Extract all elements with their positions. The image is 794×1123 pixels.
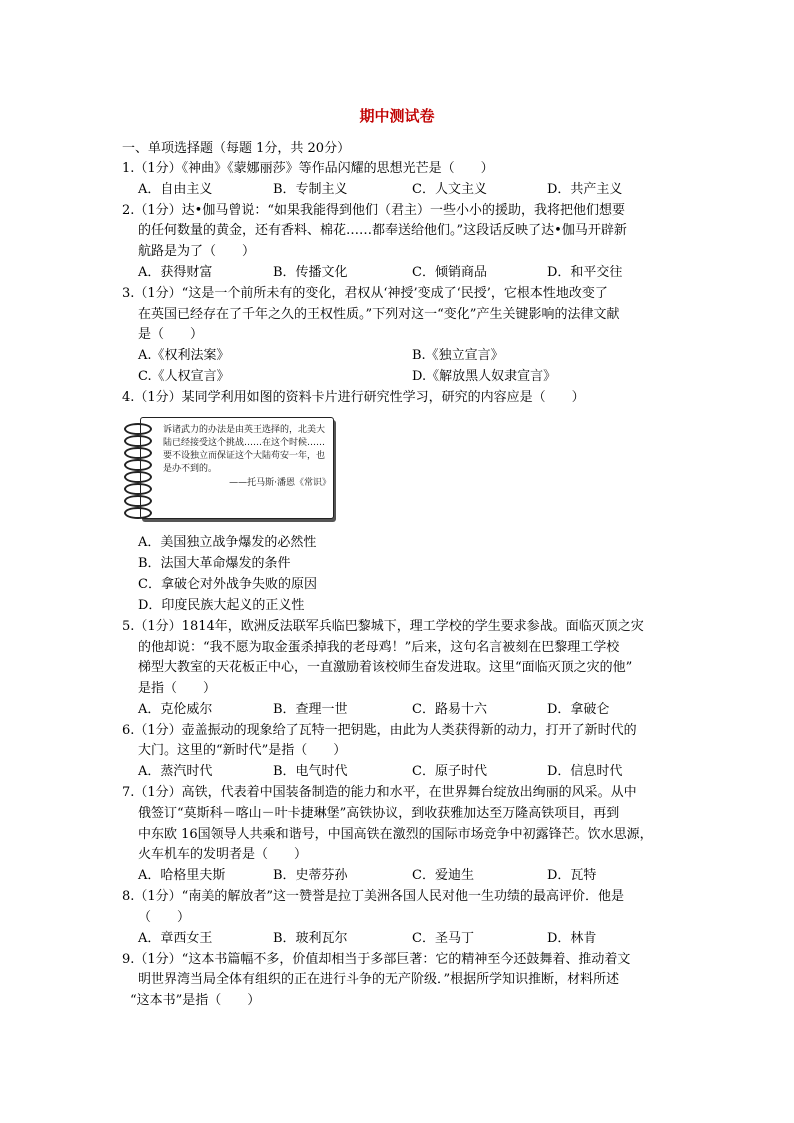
q3-option-c: C.《人权宣言》 (138, 369, 230, 384)
binder-ring-icon (124, 471, 152, 483)
q1-option-c: C．人文主义 (412, 182, 487, 197)
q1-option-a: A．自由主义 (138, 182, 213, 197)
resource-card-quote: 诉诸武力的办法是由英王选择的，北美大陆已经接受这个挑战……在这个时候……要不设独立而保证这个大陆苟安一年，也是办不到的。 (163, 425, 326, 474)
question-9-stem-line2: 明世界湾当局全体有组织的正在进行斗争的无产阶级．”根据所学知识推断，材料所述 (138, 972, 620, 987)
question-5-stem-line2: 的他却说：“我不愿为取金蛋杀掉我的老母鸡！”后来，这句名言被刻在巴黎理工学校 (138, 640, 620, 655)
binder-ring-icon (124, 435, 152, 447)
q5-option-d: D．拿破仑 (547, 702, 610, 717)
binder-ring-icon (124, 447, 152, 459)
binder-ring-icon (124, 507, 152, 519)
resource-card-text (163, 424, 331, 490)
section-heading: 一、单项选择题（每题 1分，共 20分） (122, 141, 351, 156)
q7-option-b: B．史蒂芬孙 (273, 868, 348, 883)
question-7-stem-line4: 火车机车的发明者是（ ） (138, 847, 308, 862)
question-9-stem-line3: “这本书”是指（ ） (130, 993, 261, 1008)
question-1-stem: 1.（1分）《神曲》《蒙娜丽莎》等作品闪耀的思想光芒是（ ） (122, 161, 494, 176)
q6-option-b: B．电气时代 (273, 764, 348, 779)
q8-option-a: A．章西女王 (138, 931, 213, 946)
q8-option-b: B．玻利瓦尔 (273, 931, 348, 946)
q5-option-b: B．查理一世 (273, 702, 348, 717)
binder-ring-icon (124, 459, 152, 471)
q7-option-a: A．哈格里夫斯 (138, 868, 226, 883)
q5-option-a: A．克伦威尔 (138, 702, 213, 717)
q6-option-a: A．蒸汽时代 (138, 764, 213, 779)
q6-option-d: D．信息时代 (547, 764, 623, 779)
q8-option-d: D．林肯 (547, 931, 597, 946)
q2-option-c: C．倾销商品 (412, 265, 487, 280)
question-7-stem-line1: 7.（1分）高铁，代表着中国装备制造的能力和水平，在世界舞台绽放出绚丽的风采。从中 (122, 785, 637, 800)
question-2-stem-line2: 的任何数量的黄金，还有香料、棉花……都奉送给他们。”这段话反映了达•伽马开辟新 (138, 223, 627, 238)
q4-option-a: A．美国独立战争爆发的必然性 (138, 535, 317, 550)
q2-option-b: B．传播文化 (273, 265, 348, 280)
q1-option-d: D．共产主义 (547, 182, 623, 197)
q2-option-d: D．和平交往 (547, 265, 623, 280)
q4-option-c: C．拿破仑对外战争失败的原因 (138, 577, 317, 592)
binder-ring-icon (124, 495, 152, 507)
question-8-stem-line1: 8.（1分）“南美的解放者”这一赞誉是拉丁美洲各国人民对他一生功绩的最高评价．他是 (122, 889, 624, 904)
question-3-stem-line1: 3.（1分）“这是一个前所未有的变化，君权从‘神授’变成了‘民授’，它根本性地改变了 (122, 286, 608, 301)
question-2-stem-line3: 航路是为了（ ） (138, 244, 256, 259)
page-title: 期中测试卷 (359, 107, 435, 125)
q4-option-d: D．印度民族大起义的正义性 (138, 598, 305, 613)
question-2-stem-line1: 2.（1分）达•伽马曾说：“如果我能得到他们（君主）一些小小的援助，我将把他们想要 (122, 203, 625, 218)
question-7-stem-line3: 中东欧 16国领导人共乘和谐号，中国高铁在激烈的国际市场竞争中初露锋芒。饮水思源， (138, 827, 653, 842)
question-6-stem-line1: 6.（1分）壶盖振动的现象给了瓦特一把钥匙，由此为人类获得新的动力，打开了新时代的 (122, 723, 637, 738)
q8-option-c: C．圣马丁 (412, 931, 474, 946)
question-3-stem-line2: 在英国已经存在了千年之久的王权性质。”下列对这一“变化”产生关键影响的法律文献 (138, 307, 620, 322)
q3-option-d: D.《解放黑人奴隶宣言》 (412, 369, 557, 384)
resource-card (140, 417, 334, 519)
q3-option-a: A.《权利法案》 (138, 348, 230, 363)
q7-option-c: C．爱迪生 (412, 868, 474, 883)
question-6-stem-line2: 大门。这里的“新时代”是指（ ） (138, 743, 347, 758)
resource-card-source: ——托马斯·潘恩《常识》 (229, 478, 331, 488)
q4-option-b: B．法国大革命爆发的条件 (138, 556, 291, 571)
question-5-stem-line1: 5.（1分）1814年，欧洲反法联军兵临巴黎城下，理工学校的学生要求参战。面临灭顶之灾 (122, 619, 644, 634)
question-5-stem-line4: 是指（ ） (138, 681, 217, 696)
question-3-stem-line3: 是（ ） (138, 327, 204, 342)
resource-card-image (122, 415, 336, 521)
q3-option-b: B.《独立宣言》 (412, 348, 504, 363)
q7-option-d: D．瓦特 (547, 868, 597, 883)
q5-option-c: C．路易十六 (412, 702, 487, 717)
q2-option-a: A．获得财富 (138, 265, 213, 280)
q6-option-c: C．原子时代 (412, 764, 487, 779)
question-7-stem-line2: 俄签订“莫斯科－喀山－叶卡捷琳堡”高铁协议，到收获雅加达至万隆高铁项目，再到 (138, 806, 620, 821)
q1-option-b: B．专制主义 (273, 182, 348, 197)
question-4-stem: 4.（1分）某同学利用如图的资料卡片进行研究性学习，研究的内容应是（ ） (122, 390, 585, 405)
binder-ring-icon (124, 423, 152, 435)
question-8-stem-line2: （ ） (138, 910, 191, 925)
question-5-stem-line3: 梯型大教室的天花板正中心，一直激励着该校师生奋发进取。这里“面临灭顶之灾的他” (138, 660, 633, 675)
question-9-stem-line1: 9.（1分）“这本书篇幅不多，价值却相当于多部巨著：它的精神至今还鼓舞着、推动着文 (122, 952, 631, 967)
binder-ring-icon (124, 483, 152, 495)
